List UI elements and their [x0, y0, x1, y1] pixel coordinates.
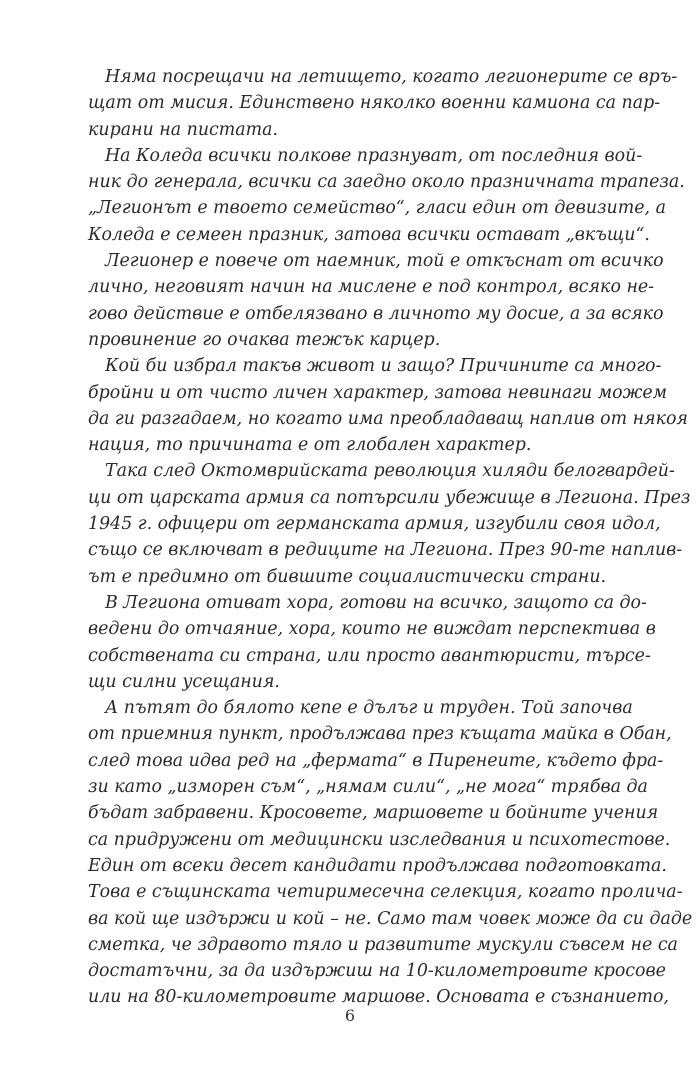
text-line: собствената си страна, или просто авантюристи, търсе- [88, 645, 651, 666]
text-line: Това е същинската четиримесечна селекция, когато пролича- [88, 882, 683, 903]
paragraph [88, 353, 688, 458]
text-line: 1945 г. офицери от германската армия, изгубили своя идол, [88, 514, 661, 535]
text-line: нация, то причината е от глобален характер. [88, 435, 532, 456]
text-line: бъдат забравени. Кросовете, маршовете и бойните учения [88, 803, 659, 824]
page-body [88, 64, 693, 1011]
text-line: щи силни усещания. [88, 671, 280, 692]
text-line: Един от всеки десет кандидати продължава подготовката. [88, 855, 667, 876]
text-line: Няма посрещачи на летището, когато легионерите се връ- [105, 67, 678, 87]
text-line: ци от царската армия са потърсили убежище в Легиона. През [88, 487, 691, 508]
text-line: след това идва ред на „фермата“ в Пиренеите, където фра- [88, 750, 664, 771]
paragraph [88, 248, 664, 353]
paragraph [88, 143, 685, 248]
text-line: провинение го очаква тежък карцер. [88, 329, 441, 350]
text-line: кирани на пистата. [88, 119, 279, 140]
text-line: „Легионът е твоето семейство“, гласи един от девизите, а [88, 198, 666, 219]
text-line: Легионер е повече от наемник, той е откъснат от всичко [105, 251, 664, 272]
text-line: лично, неговият начин на мислене е под контрол, всяко не- [88, 277, 655, 298]
text-line: В Легиона отиват хора, готови на всичко, защото са до- [105, 592, 647, 613]
text-line: да ги разгадаем, но когато има преобладаващ наплив от някоя [88, 408, 688, 429]
text-line: ва кой ще издържи и кой – не. Само там човек може да си даде [88, 908, 693, 929]
text-line: ът е предимно от бившите социалистически страни. [88, 566, 607, 587]
text-line: ник до генерала, всички са заедно около празничната трапеза. [88, 172, 685, 193]
text-line: зи като „изморен съм“, „нямам сили“, „не мога“ трябва да [88, 777, 648, 798]
text-line: или на 80-километровите маршове. Основата е съзнанието, [88, 987, 669, 1008]
paragraph [88, 64, 678, 143]
text-line: А пътят до бялото кепе е дълъг и труден. Той започва [105, 698, 633, 719]
text-line: достатъчни, за да издържиш на 10-километровите кросове [88, 961, 666, 982]
text-line: ведени до отчаяние, хора, които не виждат перспектива в [88, 619, 656, 640]
text-line: също се включват в редиците на Легиона. През 90-те наплив- [88, 540, 683, 561]
text-line: сметка, че здравото тяло и развитите мускули съвсем не са [88, 934, 678, 955]
text-line: Кой би избрал такъв живот и защо? Причините са много- [105, 356, 662, 377]
text-line: щат от мисия. Единствено няколко военни камиона са пар- [88, 93, 661, 114]
text-line: са придружени от медицински изследвания и психотестове. [88, 829, 671, 850]
text-line: Коледа е семеен празник, затова всички остават „вкъщи“. [88, 224, 650, 245]
text-line: Така след Октомврийската революция хиляди белогвардей- [105, 461, 675, 482]
paragraph [88, 590, 656, 695]
text-line: от приемния пункт, продължава през къщата майка в Обан, [88, 724, 672, 745]
paragraph [88, 458, 691, 589]
text-line: бройни и от чисто личен характер, затова невинаги можем [88, 382, 668, 403]
text-line: На Коледа всички полкове празнуват, от последния вой- [105, 145, 643, 166]
paragraph [88, 695, 693, 1011]
page-number: 6 [344, 1006, 356, 1025]
text-line: гово действие е отбелязвано в личното му досие, а за всяко [88, 303, 664, 324]
